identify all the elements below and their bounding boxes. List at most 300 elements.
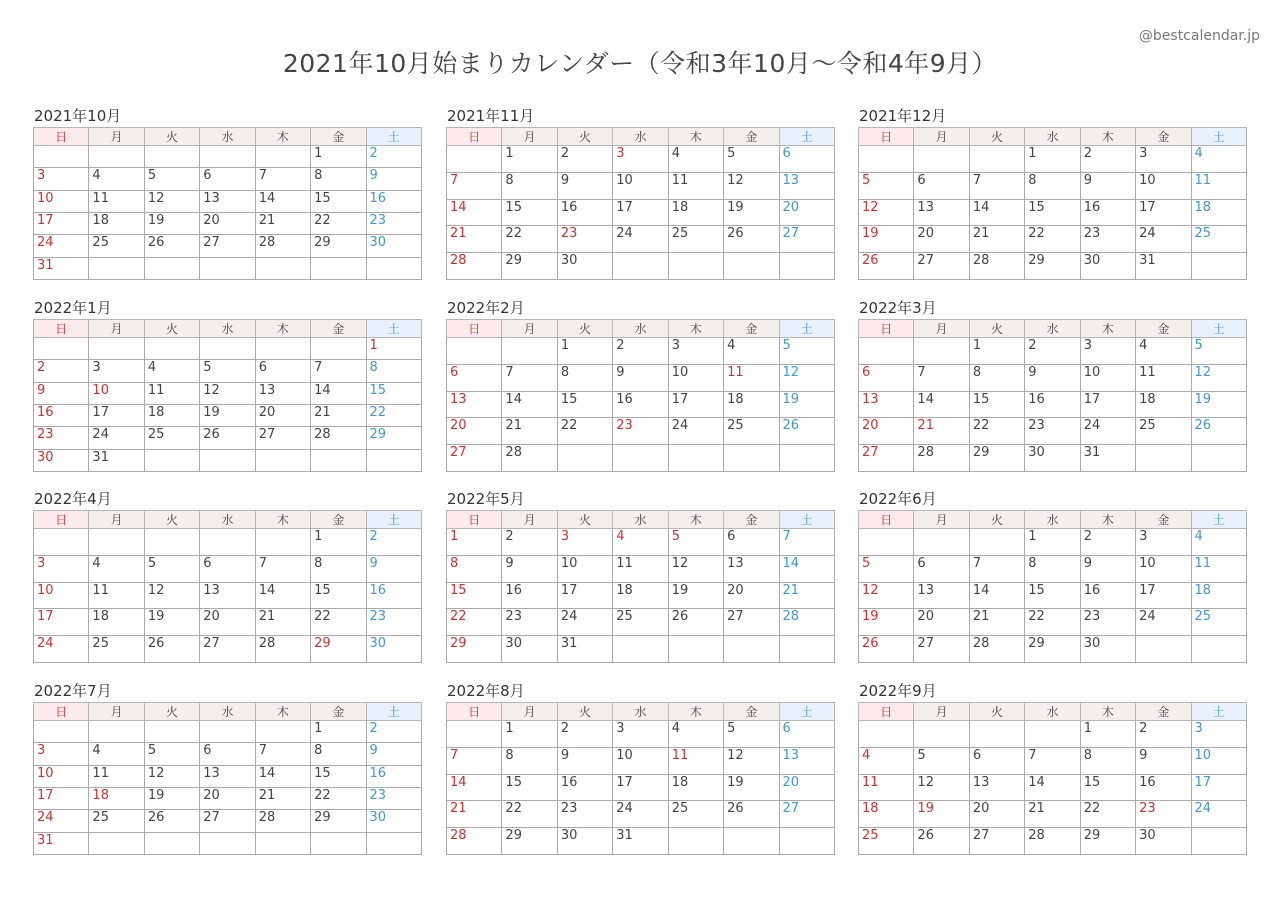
weekday-header: 木 xyxy=(255,703,310,721)
day-cell: 4 xyxy=(1191,529,1246,556)
weekday-header: 木 xyxy=(255,320,310,338)
week-row xyxy=(34,582,422,609)
day-cell: 9 xyxy=(366,168,421,190)
weekday-header: 日 xyxy=(34,128,89,146)
day-cell: 21 xyxy=(255,787,310,809)
month-table xyxy=(33,127,422,280)
day-cell: 20 xyxy=(724,582,779,609)
day-cell: 15 xyxy=(311,190,366,212)
weekday-header: 金 xyxy=(724,320,779,338)
month-title: 2021年10月 xyxy=(34,107,122,125)
empty-cell xyxy=(255,146,310,168)
day-cell: 16 xyxy=(557,774,612,801)
day-cell: 21 xyxy=(969,226,1024,253)
weekday-header: 土 xyxy=(366,128,421,146)
day-cell: 10 xyxy=(1136,172,1191,199)
day-cell: 24 xyxy=(34,810,89,832)
day-cell: 17 xyxy=(668,391,723,418)
empty-cell xyxy=(668,636,723,663)
day-cell: 24 xyxy=(557,609,612,636)
weekday-header: 金 xyxy=(311,511,366,529)
day-cell: 11 xyxy=(89,190,144,212)
day-cell: 18 xyxy=(1191,582,1246,609)
day-cell: 3 xyxy=(668,338,723,365)
day-cell: 9 xyxy=(366,555,421,582)
empty-cell xyxy=(34,146,89,168)
day-cell: 15 xyxy=(969,391,1024,418)
month-calendar xyxy=(33,680,422,855)
day-cell: 17 xyxy=(34,787,89,809)
empty-cell xyxy=(34,529,89,556)
month-title: 2022年8月 xyxy=(447,682,525,700)
day-cell: 8 xyxy=(311,743,366,765)
day-cell: 10 xyxy=(34,190,89,212)
week-row xyxy=(34,338,422,360)
day-cell: 14 xyxy=(502,391,557,418)
weekday-header: 火 xyxy=(144,511,199,529)
weekday-header: 火 xyxy=(969,511,1024,529)
day-cell: 30 xyxy=(557,253,612,280)
week-row xyxy=(859,636,1247,663)
day-cell: 7 xyxy=(969,172,1024,199)
empty-cell xyxy=(859,146,914,173)
day-cell: 29 xyxy=(311,636,366,663)
week-row xyxy=(34,810,422,832)
day-cell: 2 xyxy=(557,721,612,748)
day-cell: 8 xyxy=(311,168,366,190)
week-row xyxy=(447,199,835,226)
day-cell: 21 xyxy=(255,609,310,636)
day-cell: 18 xyxy=(89,212,144,234)
month-title: 2022年2月 xyxy=(447,299,525,317)
day-cell: 31 xyxy=(557,636,612,663)
weekday-header: 火 xyxy=(557,320,612,338)
empty-cell xyxy=(859,721,914,748)
weekday-header: 土 xyxy=(1191,320,1246,338)
day-cell: 29 xyxy=(1025,636,1080,663)
day-cell: 26 xyxy=(724,801,779,828)
weekday-header: 木 xyxy=(1080,511,1135,529)
day-cell: 26 xyxy=(144,636,199,663)
day-cell: 11 xyxy=(1136,364,1191,391)
day-cell: 7 xyxy=(255,555,310,582)
empty-cell xyxy=(366,449,421,471)
day-cell: 7 xyxy=(1025,747,1080,774)
weekday-header: 日 xyxy=(447,511,502,529)
day-cell: 15 xyxy=(502,199,557,226)
day-cell: 1 xyxy=(557,338,612,365)
day-cell: 16 xyxy=(1025,391,1080,418)
day-cell: 15 xyxy=(557,391,612,418)
month-table xyxy=(446,702,835,855)
day-cell: 19 xyxy=(724,199,779,226)
day-cell: 14 xyxy=(255,582,310,609)
day-cell: 11 xyxy=(859,774,914,801)
page-title: 2021年10月始まりカレンダー（令和3年10月〜令和4年9月） xyxy=(282,49,998,78)
empty-cell xyxy=(1191,253,1246,280)
day-cell: 11 xyxy=(724,364,779,391)
weekday-header: 火 xyxy=(969,320,1024,338)
day-cell: 5 xyxy=(1191,338,1246,365)
day-cell: 9 xyxy=(34,382,89,404)
empty-cell xyxy=(859,338,914,365)
day-cell: 12 xyxy=(668,555,723,582)
day-cell: 7 xyxy=(447,172,502,199)
day-cell: 6 xyxy=(255,360,310,382)
empty-cell xyxy=(34,721,89,743)
day-cell: 5 xyxy=(724,146,779,173)
weekday-header: 土 xyxy=(779,128,834,146)
day-cell: 15 xyxy=(502,774,557,801)
day-cell: 26 xyxy=(144,810,199,832)
day-cell: 19 xyxy=(144,787,199,809)
day-cell: 4 xyxy=(144,360,199,382)
day-cell: 6 xyxy=(447,364,502,391)
day-cell: 31 xyxy=(1080,445,1135,472)
week-row xyxy=(34,743,422,765)
day-cell: 20 xyxy=(969,801,1024,828)
week-row xyxy=(859,226,1247,253)
empty-cell xyxy=(144,146,199,168)
empty-cell xyxy=(1136,636,1191,663)
week-row xyxy=(447,445,835,472)
day-cell: 16 xyxy=(1136,774,1191,801)
site-credit: @bestcalendar.jp xyxy=(1138,28,1260,44)
week-row xyxy=(34,168,422,190)
day-cell: 21 xyxy=(779,582,834,609)
month-table xyxy=(33,702,422,855)
day-cell: 26 xyxy=(779,418,834,445)
day-cell: 17 xyxy=(1080,391,1135,418)
week-row xyxy=(447,338,835,365)
day-cell: 12 xyxy=(859,582,914,609)
weekday-header: 月 xyxy=(914,320,969,338)
weekday-header: 木 xyxy=(1080,320,1135,338)
day-cell: 24 xyxy=(1191,801,1246,828)
day-cell: 5 xyxy=(859,172,914,199)
day-cell: 10 xyxy=(668,364,723,391)
day-cell: 28 xyxy=(914,445,969,472)
day-cell: 3 xyxy=(1080,338,1135,365)
week-row xyxy=(859,721,1247,748)
weekday-header: 土 xyxy=(779,511,834,529)
day-cell: 25 xyxy=(89,636,144,663)
weekday-header: 火 xyxy=(144,128,199,146)
day-cell: 30 xyxy=(1025,445,1080,472)
day-cell: 3 xyxy=(613,721,668,748)
day-cell: 21 xyxy=(502,418,557,445)
day-cell: 8 xyxy=(1025,555,1080,582)
day-cell: 20 xyxy=(200,609,255,636)
day-cell: 17 xyxy=(613,774,668,801)
day-cell: 7 xyxy=(502,364,557,391)
day-cell: 12 xyxy=(779,364,834,391)
day-cell: 27 xyxy=(447,445,502,472)
day-cell: 23 xyxy=(557,801,612,828)
empty-cell xyxy=(89,257,144,279)
month-table xyxy=(446,510,835,663)
weekday-header: 日 xyxy=(859,320,914,338)
day-cell: 18 xyxy=(859,801,914,828)
day-cell: 22 xyxy=(311,609,366,636)
day-cell: 6 xyxy=(859,364,914,391)
day-cell: 29 xyxy=(502,253,557,280)
week-row xyxy=(859,146,1247,173)
day-cell: 13 xyxy=(255,382,310,404)
day-cell: 20 xyxy=(200,787,255,809)
day-cell: 27 xyxy=(200,636,255,663)
month-calendar xyxy=(33,297,422,472)
month-calendar xyxy=(446,680,835,855)
day-cell: 25 xyxy=(859,828,914,855)
week-row xyxy=(859,774,1247,801)
day-cell: 25 xyxy=(89,235,144,257)
day-cell: 11 xyxy=(668,172,723,199)
day-cell: 29 xyxy=(447,636,502,663)
empty-cell xyxy=(613,253,668,280)
day-cell: 13 xyxy=(779,747,834,774)
day-cell: 5 xyxy=(914,747,969,774)
month-table xyxy=(446,127,835,280)
day-cell: 28 xyxy=(255,636,310,663)
empty-cell xyxy=(724,636,779,663)
empty-cell xyxy=(34,338,89,360)
weekday-header: 月 xyxy=(502,128,557,146)
day-cell: 4 xyxy=(668,721,723,748)
day-cell: 22 xyxy=(969,418,1024,445)
month-calendar xyxy=(446,488,835,663)
empty-cell xyxy=(255,832,310,854)
weekday-header: 土 xyxy=(1191,128,1246,146)
day-cell: 21 xyxy=(1025,801,1080,828)
empty-cell xyxy=(557,445,612,472)
empty-cell xyxy=(144,257,199,279)
month-table xyxy=(858,127,1247,280)
day-cell: 12 xyxy=(200,382,255,404)
day-cell: 12 xyxy=(724,172,779,199)
day-cell: 3 xyxy=(89,360,144,382)
day-cell: 13 xyxy=(914,199,969,226)
weekday-header: 火 xyxy=(144,320,199,338)
week-row xyxy=(447,801,835,828)
weekday-header: 月 xyxy=(502,703,557,721)
weekday-header: 水 xyxy=(1025,320,1080,338)
week-row xyxy=(34,427,422,449)
day-cell: 21 xyxy=(311,404,366,426)
empty-cell xyxy=(144,529,199,556)
day-cell: 17 xyxy=(89,404,144,426)
day-cell: 13 xyxy=(779,172,834,199)
day-cell: 16 xyxy=(34,404,89,426)
empty-cell xyxy=(1191,636,1246,663)
day-cell: 22 xyxy=(1025,609,1080,636)
day-cell: 16 xyxy=(613,391,668,418)
day-cell: 14 xyxy=(969,582,1024,609)
day-cell: 3 xyxy=(1191,721,1246,748)
day-cell: 11 xyxy=(1191,555,1246,582)
day-cell: 15 xyxy=(1025,582,1080,609)
day-cell: 7 xyxy=(969,555,1024,582)
day-cell: 24 xyxy=(613,226,668,253)
day-cell: 5 xyxy=(144,168,199,190)
empty-cell xyxy=(1025,721,1080,748)
day-cell: 1 xyxy=(1025,529,1080,556)
day-cell: 13 xyxy=(200,190,255,212)
empty-cell xyxy=(200,338,255,360)
day-cell: 14 xyxy=(255,765,310,787)
weekday-header: 水 xyxy=(613,703,668,721)
weekday-header: 日 xyxy=(859,703,914,721)
week-row xyxy=(447,774,835,801)
empty-cell xyxy=(447,146,502,173)
empty-cell xyxy=(779,636,834,663)
empty-cell xyxy=(447,338,502,365)
day-cell: 5 xyxy=(144,555,199,582)
weekday-header: 土 xyxy=(366,511,421,529)
empty-cell xyxy=(311,338,366,360)
day-cell: 23 xyxy=(366,609,421,636)
empty-cell xyxy=(779,253,834,280)
empty-cell xyxy=(969,146,1024,173)
weekday-header: 水 xyxy=(200,320,255,338)
day-cell: 17 xyxy=(1191,774,1246,801)
weekday-header: 土 xyxy=(366,320,421,338)
empty-cell xyxy=(200,832,255,854)
month-calendar xyxy=(446,297,835,472)
day-cell: 24 xyxy=(34,235,89,257)
day-cell: 11 xyxy=(668,747,723,774)
weekday-header: 火 xyxy=(969,703,1024,721)
empty-cell xyxy=(502,338,557,365)
day-cell: 9 xyxy=(613,364,668,391)
weekday-header: 金 xyxy=(724,511,779,529)
day-cell: 2 xyxy=(557,146,612,173)
day-cell: 26 xyxy=(724,226,779,253)
month-title: 2022年4月 xyxy=(34,490,112,508)
month-title: 2022年5月 xyxy=(447,490,525,508)
day-cell: 4 xyxy=(1191,146,1246,173)
day-cell: 31 xyxy=(613,828,668,855)
empty-cell xyxy=(200,529,255,556)
day-cell: 2 xyxy=(366,721,421,743)
weekday-header: 木 xyxy=(668,128,723,146)
day-cell: 9 xyxy=(557,172,612,199)
day-cell: 29 xyxy=(969,445,1024,472)
day-cell: 21 xyxy=(914,418,969,445)
empty-cell xyxy=(89,146,144,168)
weekday-header: 火 xyxy=(969,128,1024,146)
day-cell: 12 xyxy=(144,582,199,609)
weekday-header: 木 xyxy=(668,320,723,338)
empty-cell xyxy=(255,338,310,360)
day-cell: 11 xyxy=(613,555,668,582)
day-cell: 19 xyxy=(144,212,199,234)
empty-cell xyxy=(311,832,366,854)
weekday-header: 水 xyxy=(1025,511,1080,529)
day-cell: 18 xyxy=(1136,391,1191,418)
day-cell: 6 xyxy=(914,555,969,582)
day-cell: 11 xyxy=(1191,172,1246,199)
week-row xyxy=(447,226,835,253)
month-table xyxy=(858,510,1247,663)
week-row xyxy=(859,609,1247,636)
day-cell: 24 xyxy=(613,801,668,828)
day-cell: 20 xyxy=(859,418,914,445)
day-cell: 4 xyxy=(613,529,668,556)
weekday-header: 水 xyxy=(1025,703,1080,721)
day-cell: 30 xyxy=(1080,253,1135,280)
month-table xyxy=(33,510,422,663)
empty-cell xyxy=(1191,828,1246,855)
day-cell: 12 xyxy=(144,190,199,212)
day-cell: 19 xyxy=(779,391,834,418)
empty-cell xyxy=(144,832,199,854)
month-calendar xyxy=(446,105,835,280)
day-cell: 19 xyxy=(668,582,723,609)
day-cell: 10 xyxy=(34,582,89,609)
empty-cell xyxy=(914,529,969,556)
day-cell: 7 xyxy=(311,360,366,382)
day-cell: 3 xyxy=(557,529,612,556)
week-row xyxy=(34,765,422,787)
month-table xyxy=(858,702,1247,855)
day-cell: 14 xyxy=(779,555,834,582)
week-row xyxy=(34,235,422,257)
day-cell: 2 xyxy=(1080,529,1135,556)
day-cell: 8 xyxy=(1025,172,1080,199)
day-cell: 21 xyxy=(969,609,1024,636)
empty-cell xyxy=(1191,445,1246,472)
week-row xyxy=(34,787,422,809)
day-cell: 6 xyxy=(779,146,834,173)
day-cell: 1 xyxy=(366,338,421,360)
day-cell: 25 xyxy=(89,810,144,832)
day-cell: 5 xyxy=(144,743,199,765)
day-cell: 9 xyxy=(366,743,421,765)
day-cell: 23 xyxy=(613,418,668,445)
day-cell: 27 xyxy=(859,445,914,472)
weekday-header: 火 xyxy=(557,128,612,146)
week-row xyxy=(859,199,1247,226)
month-table xyxy=(446,319,835,472)
month-title: 2021年12月 xyxy=(859,107,947,125)
day-cell: 1 xyxy=(447,529,502,556)
day-cell: 30 xyxy=(1136,828,1191,855)
week-row xyxy=(859,253,1247,280)
weekday-header: 木 xyxy=(1080,703,1135,721)
day-cell: 2 xyxy=(366,146,421,168)
day-cell: 8 xyxy=(447,555,502,582)
week-row xyxy=(34,832,422,854)
day-cell: 14 xyxy=(1025,774,1080,801)
day-cell: 31 xyxy=(1136,253,1191,280)
day-cell: 20 xyxy=(200,212,255,234)
day-cell: 18 xyxy=(144,404,199,426)
day-cell: 24 xyxy=(89,427,144,449)
month-title: 2022年6月 xyxy=(859,490,937,508)
week-row xyxy=(447,582,835,609)
day-cell: 24 xyxy=(1136,226,1191,253)
day-cell: 9 xyxy=(502,555,557,582)
empty-cell xyxy=(914,338,969,365)
week-row xyxy=(859,364,1247,391)
weekday-header: 月 xyxy=(89,128,144,146)
weekday-header: 土 xyxy=(779,320,834,338)
day-cell: 22 xyxy=(311,787,366,809)
month-calendar xyxy=(858,488,1247,663)
day-cell: 22 xyxy=(1025,226,1080,253)
empty-cell xyxy=(89,832,144,854)
